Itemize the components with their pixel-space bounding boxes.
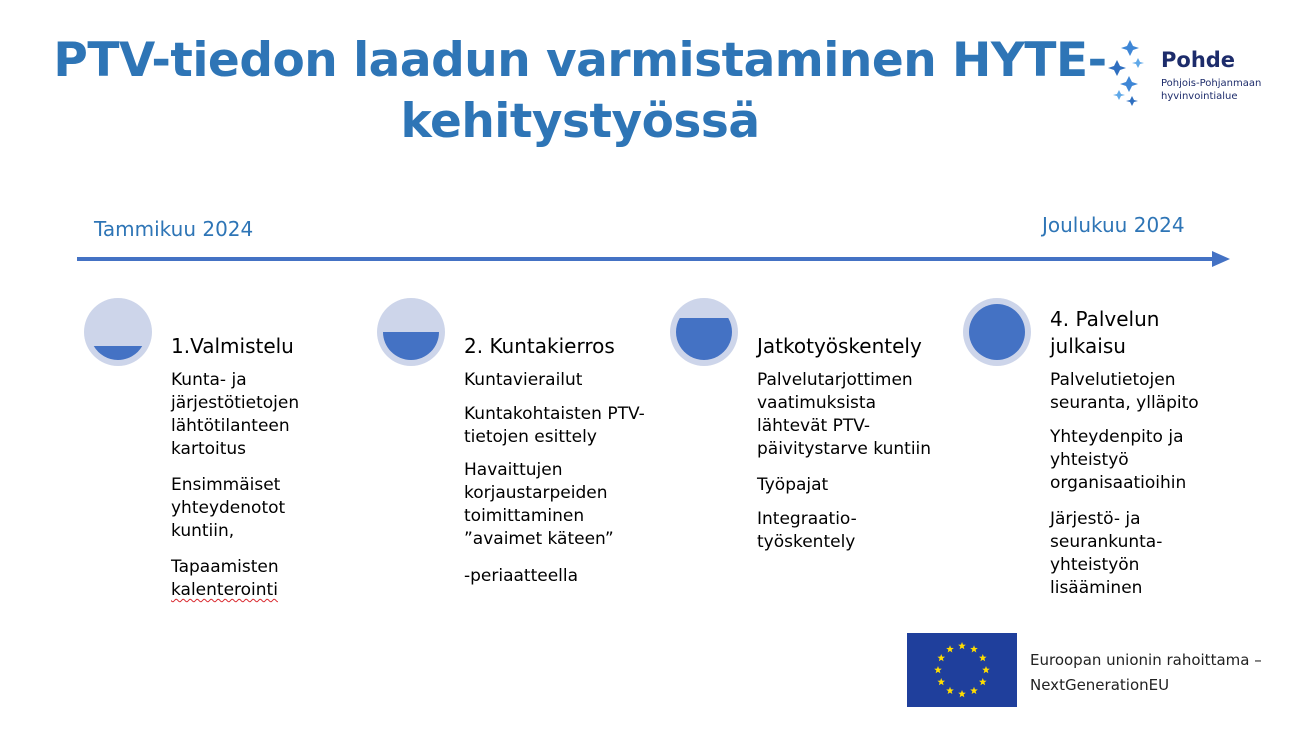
phase-3-item-1 [757, 369, 931, 461]
slide-title [40, 30, 1120, 152]
progress-circle-full-icon [963, 298, 1031, 366]
phase-3-item-1-line: vaatimuksista [757, 393, 876, 413]
phase-4-item-2-line: organisaatioihin [1050, 473, 1187, 493]
eu-flag-icon [907, 633, 1017, 707]
phase-1-item-1-line: järjestötietojen [171, 393, 300, 413]
phase-1-item-1-line: kartoitus [171, 439, 247, 459]
phase-2-item-2-line: tietojen esittely [464, 427, 597, 447]
phase-1-item-2 [171, 474, 285, 543]
phase-4-item-3 [1050, 508, 1162, 600]
slide-title-line-2: kehitystyössä [400, 94, 760, 149]
logo-name: Pohde [1161, 48, 1236, 72]
phase-1-item-3-line-misspelled: kalenterointi [171, 580, 278, 600]
phase-2-item-1-line: Kuntavierailut [464, 370, 583, 390]
phase-2-item-2-line: Kuntakohtaisten PTV- [464, 404, 645, 424]
pohde-star-icon [1108, 38, 1156, 110]
logo-subtitle [1161, 77, 1261, 103]
phase-1-item-3-line: Tapaamisten [171, 557, 279, 577]
progress-circle-half-icon [377, 298, 445, 366]
phase-2-title-line: 2. Kuntakierros [464, 334, 615, 358]
phase-3-item-1-line: päivitystarve kuntiin [757, 439, 932, 459]
phase-2-item-2 [464, 403, 645, 449]
slide-title-line-1: PTV-tiedon laadun varmistaminen HYTE- [53, 33, 1107, 88]
phase-1-title [171, 333, 294, 360]
phase-2-item-3-line: toimittaminen [464, 506, 585, 526]
phase-4-item-3-line: lisääminen [1050, 578, 1143, 598]
phase-4-item-2 [1050, 426, 1186, 495]
timeline-arrow [77, 250, 1232, 270]
phase-3-item-3-line: Integraatio- [757, 509, 857, 529]
phase-3-item-3-line: työskentely [757, 532, 856, 552]
phase-3-item-1-line: lähtevät PTV- [757, 416, 870, 436]
phase-4-item-1 [1050, 369, 1199, 415]
phase-2-title [464, 333, 615, 360]
phase-4-item-2-line: yhteistyö [1050, 450, 1129, 470]
phase-3-item-1-line: Palvelutarjottimen [757, 370, 913, 390]
phase-4-item-1-line: Palvelutietojen [1050, 370, 1176, 390]
phase-1-title-line: 1.Valmistelu [171, 334, 294, 358]
phase-2-item-3-line: korjaustarpeiden [464, 483, 608, 503]
pohde-logo [1108, 38, 1283, 110]
phase-2-item-4 [464, 565, 578, 588]
phase-1-item-2-line: Ensimmäiset [171, 475, 281, 495]
phase-2-item-4-line: -periaatteella [464, 566, 579, 586]
phase-4-title [1050, 306, 1159, 360]
phase-2-item-3-line: Havaittujen [464, 460, 563, 480]
phase-3-item-2 [757, 474, 828, 497]
phase-3-title-line: Jatkotyöskentely [757, 334, 922, 358]
progress-circle-three-quarter-icon [670, 298, 738, 366]
progress-circle-quarter-icon [84, 298, 152, 366]
phase-4-item-3-line: Järjestö- ja [1050, 509, 1141, 529]
phase-4-item-3-line: seurankunta- [1050, 532, 1163, 552]
phase-3-title [757, 333, 922, 360]
logo-subtitle-line-1: Pohjois-Pohjanmaan [1161, 78, 1262, 89]
phase-1-item-2-line: kuntiin, [171, 521, 235, 541]
phase-4-item-1-line: seuranta, ylläpito [1050, 393, 1199, 413]
phase-1-item-1-line: Kunta- ja [171, 370, 247, 390]
eu-funding-line-2: NextGenerationEU [1030, 676, 1170, 694]
phase-2-item-3 [464, 459, 614, 551]
phase-1-item-1 [171, 369, 299, 461]
phase-3-item-2-line: Työpajat [757, 475, 829, 495]
phase-1-item-3 [171, 556, 279, 602]
phase-4-item-3-line: yhteistyön [1050, 555, 1140, 575]
timeline-start-label: Tammikuu 2024 [94, 217, 254, 241]
phase-2-item-1 [464, 369, 582, 392]
timeline-end-label: Joulukuu 2024 [1042, 213, 1185, 237]
phase-1-item-1-line: lähtötilanteen [171, 416, 290, 436]
phase-1-item-2-line: yhteydenotot [171, 498, 286, 518]
eu-funding-line-1: Euroopan unionin rahoittama – [1030, 651, 1262, 669]
phase-4-title-line: julkaisu [1050, 334, 1126, 358]
phase-2-item-3-line: ”avaimet käteen” [464, 529, 614, 549]
phase-4-title-line: 4. Palvelun [1050, 307, 1160, 331]
eu-funding-text [1030, 648, 1262, 698]
phase-3-item-3 [757, 508, 857, 554]
phase-4-item-2-line: Yhteydenpito ja [1050, 427, 1184, 447]
logo-subtitle-line-2: hyvinvointialue [1161, 91, 1238, 102]
